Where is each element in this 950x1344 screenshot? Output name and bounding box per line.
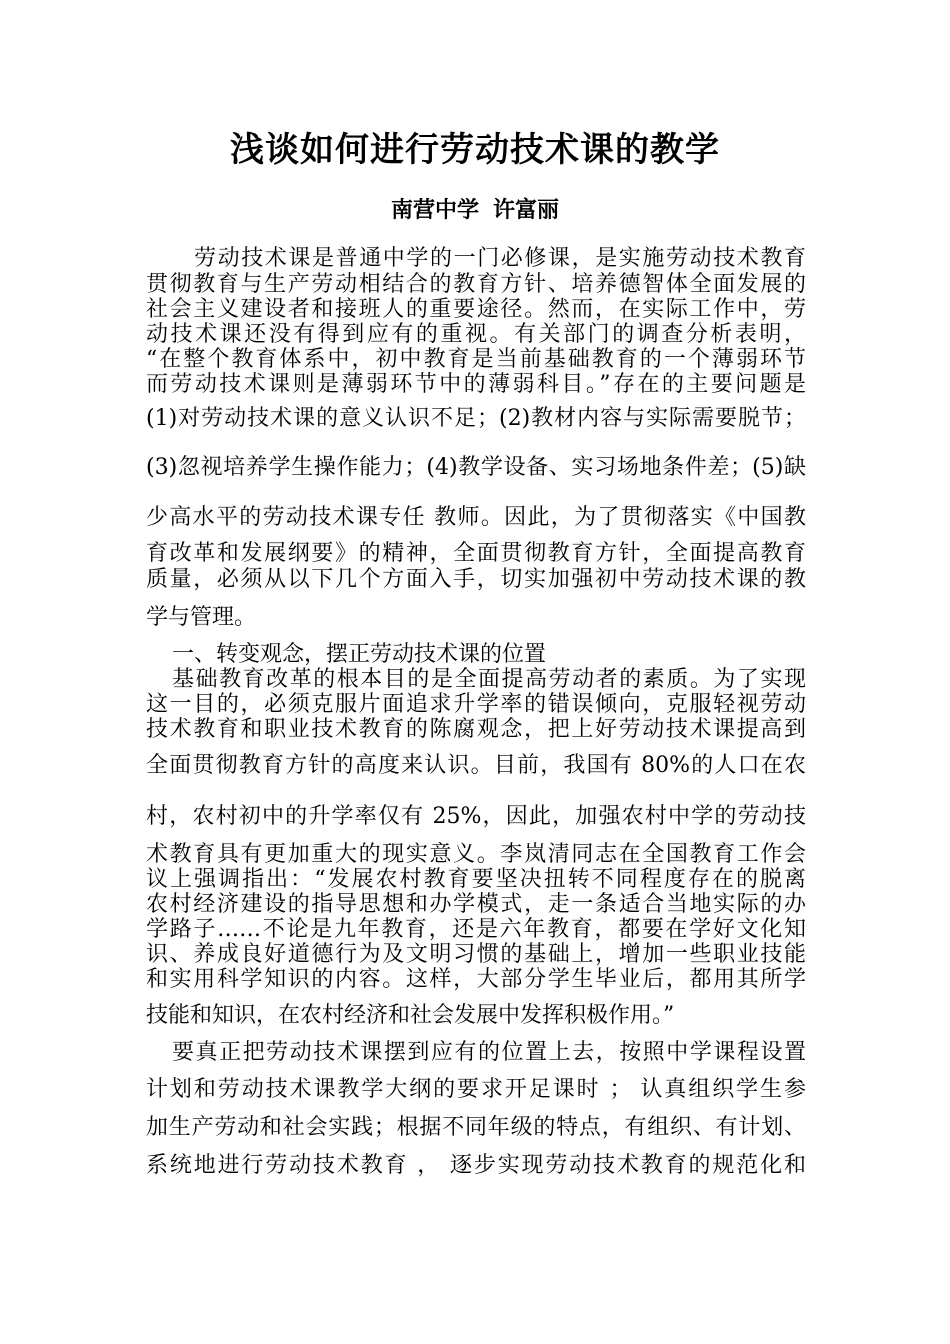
text-line: 全面贯彻教育方针的高度来认识。目前，我国有 80%的人口在农 <box>146 753 806 778</box>
text-line: (1)对劳动技术课的意义认识不足；(2)教材内容与实际需要脱节； <box>146 406 806 431</box>
text-line: 社会主义建设者和接班人的重要途径。然而，在实际工作中，劳 <box>146 297 806 322</box>
text-line: 和实用科学知识的内容。这样，大部分学生毕业后，都用其所学 <box>146 967 806 992</box>
text-line: 识、养成良好道德行为及文明习惯的基础上，增加一些职业技能 <box>146 942 806 967</box>
author-line <box>0 195 950 225</box>
text-line: 计划和劳动技术课教学大纲的要求开足课时 ； 认真组织学生参 <box>146 1077 806 1102</box>
author-school: 南营中学 <box>390 197 479 223</box>
text-line: 贯彻教育与生产劳动相结合的教育方针、培养德智体全面发展的 <box>146 272 806 297</box>
text-line: 而劳动技术课则是薄弱环节中的薄弱科目。”存在的主要问题是 <box>146 372 806 397</box>
text-line: 基础教育改革的根本目的是全面提高劳动者的素质。为了实现 <box>172 667 806 692</box>
text-line: 学与管理。 <box>146 605 257 630</box>
text-line: 术教育具有更加重大的现实意义。李岚清同志在全国教育工作会 <box>146 842 806 867</box>
text-line: 质量，必须从以下几个方面入手，切实加强初中劳动技术课的教 <box>146 567 806 592</box>
text-line: 技术教育和职业技术教育的陈腐观念，把上好劳动技术课提高到 <box>146 717 806 742</box>
text-line: 系统地进行劳动技术教育 ， 逐步实现劳动技术教育的规范化和 <box>146 1153 806 1178</box>
text-line: “在整个教育体系中，初中教育是当前基础教育的一个薄弱环节 <box>146 347 806 372</box>
text-line: 育改革和发展纲要》的精神，全面贯彻教育方针，全面提高教育 <box>146 541 806 566</box>
document-title: 浅谈如何进行劳动技术课的教学 <box>230 130 720 170</box>
text-line: 劳动技术课是普通中学的一门必修课，是实施劳动技术教育 <box>194 246 806 271</box>
text-line: 加生产劳动和社会实践；根据不同年级的特点，有组织、有计划、 <box>146 1115 806 1140</box>
text-line: 这一目的，必须克服片面追求升学率的错误倾向，克服轻视劳动 <box>146 692 806 717</box>
text-line: 技能和知识，在农村经济和社会发展中发挥积极作用。” <box>146 1003 675 1028</box>
section-heading: 一、转变观念，摆正劳动技术课的位置 <box>172 642 547 667</box>
text-line: 动技术课还没有得到应有的重视。有关部门的调查分析表明， <box>146 322 806 347</box>
text-line: (3)忽视培养学生操作能力；(4)教学设备、实习场地条件差；(5)缺 <box>146 455 806 480</box>
text-line: 要真正把劳动技术课摆到应有的位置上去，按照中学课程设置 <box>172 1040 806 1065</box>
author-name: 许富丽 <box>493 197 560 223</box>
text-line: 学路子……不论是九年教育，还是六年教育，都要在学好文化知 <box>146 917 806 942</box>
text-line: 议上强调指出：“发展农村教育要坚决扭转不同程度存在的脱离 <box>146 867 806 892</box>
text-line: 少高水平的劳动技术课专任 教师。因此，为了贯彻落实《中国教 <box>146 505 806 530</box>
text-line: 农村经济建设的指导思想和办学模式，走一条适合当地实际的办 <box>146 892 806 917</box>
text-line: 村，农村初中的升学率仅有 25%，因此，加强农村中学的劳动技 <box>146 804 806 829</box>
